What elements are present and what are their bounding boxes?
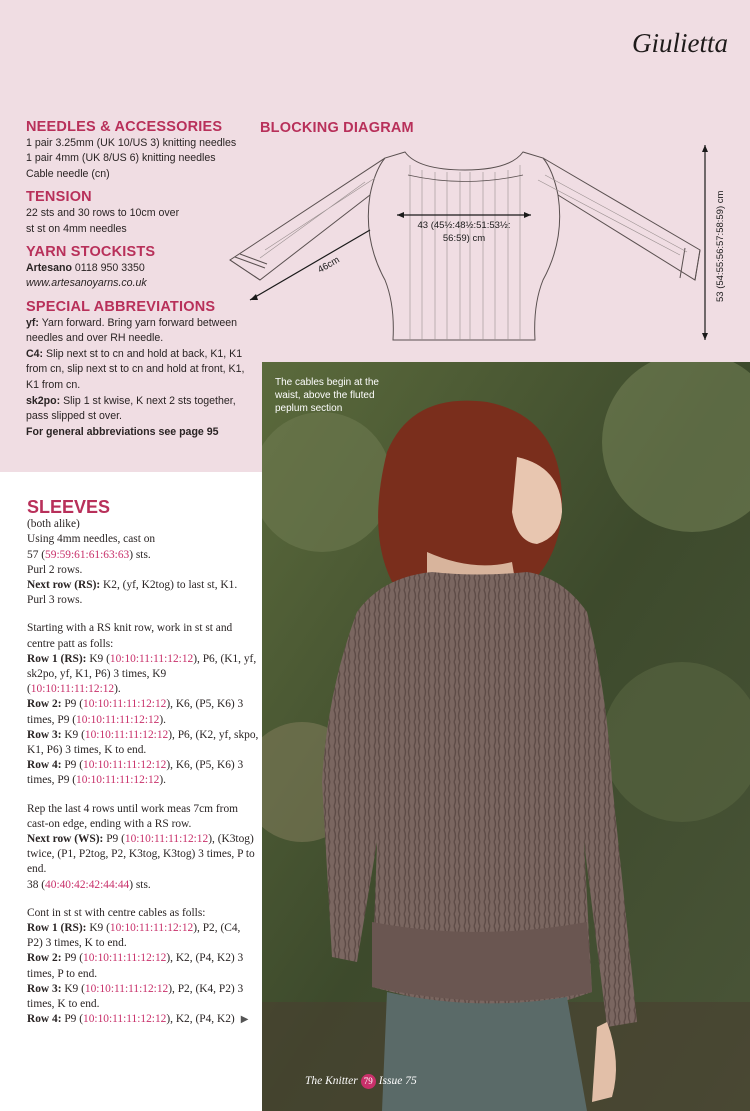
body-length-label: 53 (54:55:56:57:58:59) cm: [715, 190, 726, 302]
instruction-line: Cont in st st with centre cables as folls:: [27, 906, 206, 919]
needles-section: [26, 120, 258, 182]
size-values: 59:59:61:61:63:63: [45, 548, 130, 561]
size-values: 10:10:11:11:12:12: [30, 683, 115, 696]
tension-line: 22 sts and 30 rows to 10cm over: [26, 206, 180, 219]
tension-line: st st on 4mm needles: [26, 222, 127, 235]
row-instruction: [27, 982, 259, 1012]
row-instruction: [27, 1012, 259, 1027]
text-run: P9 (: [61, 1013, 84, 1026]
width-label-line2: 56:59) cm: [442, 233, 486, 244]
needles-heading: NEEDLES & ACCESSORIES: [26, 119, 223, 135]
row-instruction: [27, 921, 259, 951]
yarn-phone: 0118 950 3350: [74, 261, 145, 274]
text-run: P9 (: [61, 759, 84, 772]
text-run: K9 (: [61, 728, 85, 741]
body-outline: [368, 152, 559, 340]
text-run: P9 (: [103, 833, 125, 846]
left-cuff-lines: [230, 254, 267, 280]
row-instruction: [27, 758, 259, 788]
abbrev-term: C4:: [26, 347, 44, 360]
model-photo: [262, 362, 750, 1111]
abbrev-yf: [26, 316, 258, 347]
text-run: ) sts.: [129, 548, 151, 561]
text-run: ), P2, (C4, P2) 3 times, K to end.: [27, 922, 241, 950]
row-label: Row 3:: [27, 728, 62, 741]
text-run: 38 (: [27, 878, 46, 891]
instruction-line: (both alike): [27, 518, 80, 531]
abbrev-sk2po: [26, 394, 258, 425]
abbrev-definition: Slip next st to cn and hold at back, K1, K1 from cn, slip next st to cn and hold at front, K1, K1 from cn.: [26, 347, 245, 391]
photo-caption: The cables begin at the waist, above the fluted peplum section: [275, 377, 379, 414]
instruction-line: [27, 878, 259, 893]
pattern-title: Giulietta: [632, 28, 728, 58]
blocking-diagram-heading: BLOCKING DIAGRAM: [260, 120, 414, 136]
text-run: ).: [114, 683, 121, 696]
row-instruction: [27, 697, 259, 727]
row-label: Row 1 (RS):: [27, 922, 87, 935]
row-label: Next row (RS):: [27, 579, 101, 592]
sleeves-heading: SLEEVES: [27, 497, 111, 517]
page-number: 79: [361, 1074, 376, 1089]
yarn-section: [26, 245, 258, 292]
size-values: 10:10:11:11:12:12: [76, 713, 160, 726]
size-values: 10:10:11:11:12:12: [109, 652, 194, 665]
sleeve-arrow: [250, 230, 370, 300]
abbrev-general-note: [26, 425, 258, 441]
abbrev-term: sk2po:: [26, 394, 61, 407]
row-instruction: [27, 728, 259, 758]
skirt: [382, 992, 587, 1111]
text-run: ), K6, (P5, K6) 3 times, P9 (: [27, 698, 244, 726]
text-run: ), (K3tog) twice, (P1, P2tog, P2, K3tog, K3tog) 3 times, P to end.: [27, 833, 255, 876]
general-abbrev-link[interactable]: For general abbreviations see page 95: [26, 425, 219, 438]
right-sleeve: [543, 158, 700, 280]
text-run: K2, (yf, K2tog) to last st, K1.: [100, 579, 238, 592]
size-values: 10:10:11:11:12:12: [76, 774, 160, 787]
text-run: P9 (: [61, 952, 84, 965]
abbrev-definition: Yarn forward. Bring yarn forward between needles and over RH needle.: [26, 316, 238, 345]
instruction-line: Purl 2 rows.: [27, 563, 83, 576]
size-values: 10:10:11:11:12:12: [84, 728, 169, 741]
continue-arrow-icon: ▶: [240, 1014, 249, 1026]
row-instruction: [27, 652, 259, 698]
size-values: 10:10:11:11:12:12: [83, 698, 167, 711]
row-label: Row 2:: [27, 952, 62, 965]
blocking-diagram: [225, 140, 735, 350]
text-run: P9 (: [61, 698, 84, 711]
yarn-heading: YARN STOCKISTS: [26, 244, 156, 261]
text-run: K9 (: [86, 922, 110, 935]
left-sleeve: [230, 158, 385, 280]
info-column: [26, 120, 258, 448]
text-run: ) sts.: [129, 878, 151, 891]
size-values: 10:10:11:11:12:12: [83, 952, 167, 965]
needles-line: Cable needle (cn): [26, 167, 110, 180]
needles-line: 1 pair 3.25mm (UK 10/US 3) knitting needles: [26, 136, 237, 149]
row-label: Row 3:: [27, 982, 62, 995]
abbrev-heading: SPECIAL ABBREVIATIONS: [26, 298, 216, 315]
instruction-line: [27, 548, 259, 563]
page-footer: [305, 1074, 417, 1089]
size-values: 10:10:11:11:12:12: [83, 759, 167, 772]
width-label-line1: 43 (45½:48½:51:53½:: [417, 220, 511, 231]
row-label: Next row (WS):: [27, 833, 104, 846]
instruction-line: Using 4mm needles, cast on: [27, 533, 156, 546]
sweater-schematic: [225, 140, 735, 350]
needles-line: 1 pair 4mm (UK 8/US 6) knitting needles: [26, 152, 216, 165]
yarn-web-link[interactable]: www.artesanoyarns.co.uk: [26, 277, 147, 290]
instruction-line: Purl 3 rows.: [27, 594, 83, 607]
right-cuff-lines: [680, 248, 700, 280]
text-run: K9 (: [61, 982, 85, 995]
abbrev-section: [26, 300, 258, 440]
text-run: K9 (: [86, 652, 110, 665]
size-values: 40:40:42:42:44:44: [45, 878, 130, 891]
issue-number: Issue 75: [378, 1075, 417, 1088]
row-label: Row 1 (RS):: [27, 652, 87, 665]
text-run: 57 (: [27, 548, 46, 561]
size-values: 10:10:11:11:12:12: [109, 922, 194, 935]
tension-heading: TENSION: [26, 189, 92, 206]
yarn-brand-line: [26, 261, 258, 277]
sleeves-instructions: [27, 497, 259, 1028]
abbrev-term: yf:: [26, 316, 39, 329]
text-run: ).: [159, 713, 167, 726]
text-run: ), P6, (K2, yf, skpo, K1, P6) 3 times, K to end.: [27, 728, 259, 757]
abbrev-c4: [26, 347, 258, 394]
photo-illustration: [262, 362, 750, 1111]
row-label: Row 2:: [27, 698, 62, 711]
size-values: 10:10:11:11:12:12: [124, 833, 209, 846]
text-run: ), K2, (P4, K2): [166, 1013, 235, 1026]
text-run: ), P6, (K1, yf, sk2po, yf, K1, P6) 3 times, K9 (: [27, 652, 257, 696]
text-run: ), K6, (P5, K6) 3 times, P9 (: [27, 759, 244, 787]
text-run: ), K2, (P4, K2) 3 times, P to end.: [27, 952, 244, 980]
instruction-line: Starting with a RS knit row, work in st st and centre patt as folls:: [27, 622, 233, 650]
size-values: 10:10:11:11:12:12: [84, 982, 169, 995]
text-run: ), P2, (K4, P2) 3 times, K to end.: [27, 982, 244, 1011]
row-label: Row 4:: [27, 1013, 62, 1026]
row-instruction: [27, 832, 259, 878]
row-label: Row 4:: [27, 759, 62, 772]
instruction-line: [27, 578, 259, 593]
row-instruction: [27, 951, 259, 981]
yarn-brand: Artesano: [26, 261, 72, 274]
instruction-line: Rep the last 4 rows until work meas 7cm from cast-on edge, ending with a RS row.: [27, 802, 239, 830]
tension-section: [26, 190, 258, 237]
text-run: ).: [159, 774, 167, 787]
magazine-name: The Knitter: [305, 1075, 358, 1088]
peplum: [372, 922, 592, 1001]
size-values: 10:10:11:11:12:12: [83, 1013, 167, 1026]
sleeve-length-label: 46cm: [316, 254, 342, 276]
abbrev-definition: Slip 1 st kwise, K next 2 sts together, pass slipped st over.: [26, 394, 236, 423]
